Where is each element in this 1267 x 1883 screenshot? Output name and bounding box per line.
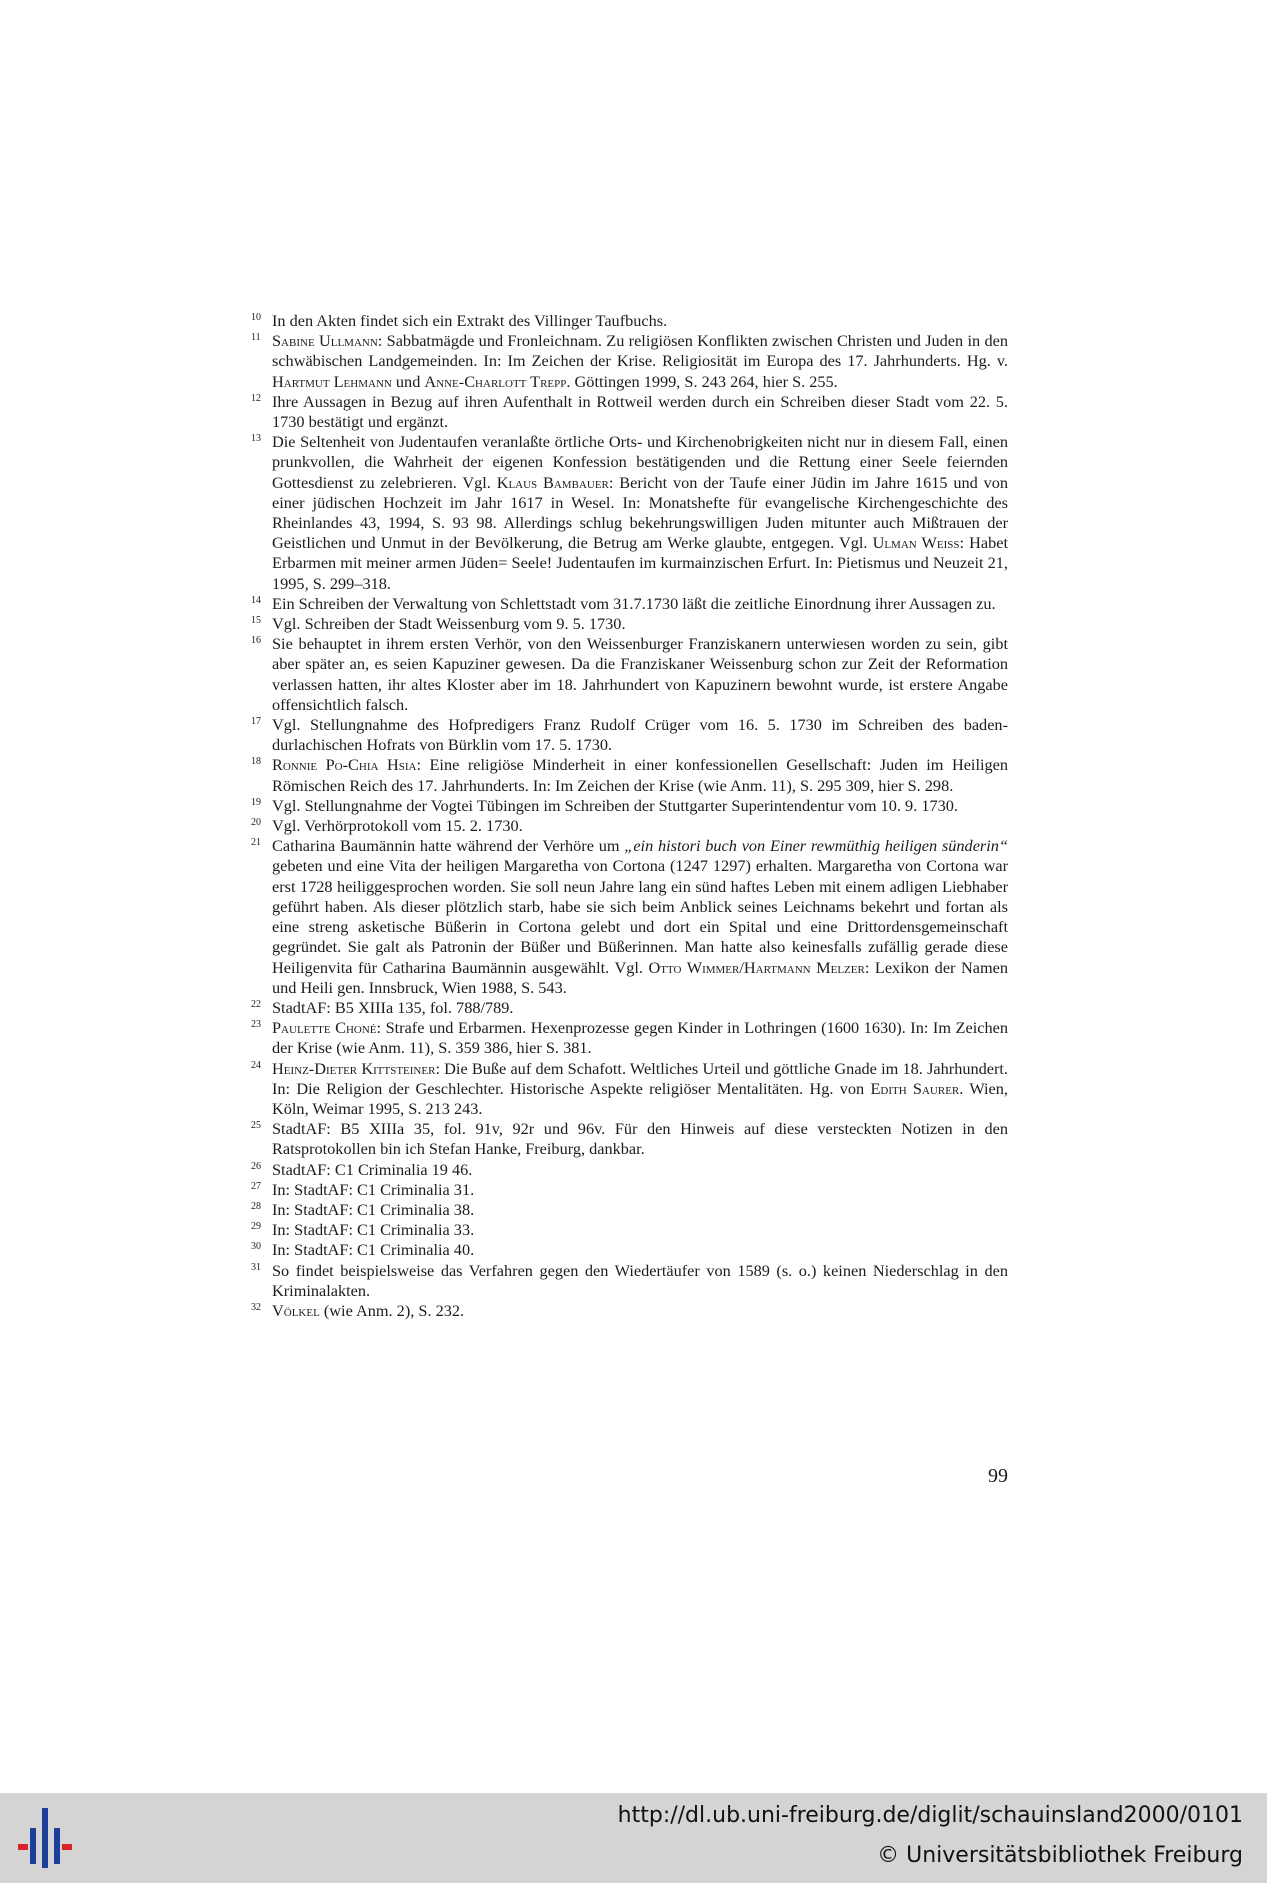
footnote-19	[251, 796, 1008, 816]
footnote-text	[272, 1180, 1008, 1200]
footnote-number: 15	[251, 615, 261, 627]
footnote-number: 24	[251, 1059, 261, 1071]
footnote-number: 23	[251, 1019, 261, 1031]
author-name: Hartmut Lehmann	[272, 371, 392, 391]
text-run: : Bericht von der Taufe einer Jüdin im Jahre 1615 und von einer jüdischen Hochzeit im Jahr 1617 in Wesel. In: Monatshefte für evangelische Kirchengeschichte des Rheinlandes 43, 1994, S. 93 98. Allerdings schlug bekehrungswilligen Juden mitunter auch Mißtrauen der Geistlichen und Unmut in der Bevölkerung, die Betrug am Werke glaubte, entgegen. Vgl.	[272, 472, 1008, 553]
footnote-number: 26	[251, 1160, 261, 1172]
author-name: Heinz-Dieter Kittsteiner	[272, 1058, 436, 1078]
footnote-text	[272, 836, 1008, 998]
footnote-32	[251, 1301, 1008, 1321]
footnote-number: 18	[251, 756, 261, 768]
footnote-text	[272, 715, 1008, 755]
ub-freiburg-logo-icon[interactable]	[16, 1806, 80, 1870]
footnote-number: 30	[251, 1241, 261, 1253]
text-run: In: StadtAF: C1 Criminalia 31.	[272, 1179, 475, 1199]
author-name: Otto Wimmer/Hartmann Melzer	[648, 957, 865, 977]
footnote-text	[272, 1301, 1008, 1321]
text-run: StadtAF: C1 Criminalia 19 46.	[272, 1159, 473, 1179]
text-run: : Sabbatmägde und Fronleichnam. Zu religiösen Konflikten zwischen Christen und Juden in den schwäbischen Landgemeinden. In: Im Zeichen der Krise. Religiosität im Europa des 17. Jahrhunderts. Hg. v.	[272, 331, 1008, 371]
text-run: . Göttingen 1999, S. 243 264, hier S. 255.	[566, 371, 838, 391]
author-name: Völkel	[272, 1300, 320, 1320]
text-run: : Strafe und Erbarmen. Hexenprozesse gegen Kinder in Lothringen (1600 1630). In: Im Zeichen der Krise (wie Anm. 11), S. 359 386, hier S. 381.	[272, 1018, 1008, 1058]
text-run: : Habet Erbarmen mit meiner armen Jüden= Seele! Judentaufen im kurmainzischen Erfurt. In: Pietismus und Neuzeit 21, 1995, S. 299–318.	[272, 533, 1008, 593]
document-url-link[interactable]: http://dl.ub.uni-freiburg.de/diglit/schauinsland2000/0101	[617, 1803, 1243, 1828]
footnote-text	[272, 432, 1008, 594]
text-run: In: StadtAF: C1 Criminalia 33.	[272, 1220, 475, 1240]
footnote-29	[251, 1220, 1008, 1240]
author-name: Ronnie Po-Chia Hsia	[272, 755, 417, 775]
footnote-number: 25	[251, 1120, 261, 1132]
text-run: In: StadtAF: C1 Criminalia 40.	[272, 1240, 475, 1260]
footnote-27	[251, 1180, 1008, 1200]
footnote-13	[251, 432, 1008, 594]
text-run: Ihre Aussagen in Bezug auf ihren Aufenthalt in Rottweil werden durch ein Schreiben dieser Stadt vom 22. 5. 1730 bestätigt und ergänzt.	[272, 391, 1008, 432]
text-run: Sie behauptet in ihrem ersten Verhör, von den Weissenburger Franziskanern unterwiesen worden zu sein, gibt aber später an, es seien Kapuziner gewesen. Da die Franziskaner Weissenburg schon zur Zeit der Reformation verlassen hatten, ihr altes Kloster aber im 18. Jahrhundert von Kapuzinern bewohnt wurde, ist erstere Angabe offensichtlich falsch.	[272, 634, 1008, 714]
footnote-number: 10	[251, 312, 261, 323]
footnote-20	[251, 816, 1008, 836]
footnote-number: 27	[251, 1180, 261, 1192]
text-run: In: StadtAF: C1 Criminalia 38.	[272, 1199, 475, 1219]
footnote-text	[272, 614, 1008, 634]
footnote-number: 22	[251, 998, 261, 1010]
author-name: Anne-Charlott Trepp	[424, 371, 567, 391]
footnote-number: 32	[251, 1301, 261, 1313]
author-name: Klaus Bambauer	[496, 472, 609, 492]
footnote-text	[272, 392, 1008, 432]
text-run: Vgl. Stellungnahme der Vogtei Tübingen im Schreiben der Stuttgarter Superintendentur vom 10. 9. 1730.	[272, 795, 958, 815]
footnote-number: 20	[251, 817, 261, 829]
footnote-number: 29	[251, 1221, 261, 1233]
footnote-number: 11	[251, 332, 261, 344]
footnote-number: 12	[251, 392, 261, 404]
footnote-number: 21	[251, 837, 261, 849]
text-run: Vgl. Stellungnahme des Hofpredigers Franz Rudolf Crüger vom 16. 5. 1730 im Schreiben des baden-durlachischen Hofrats von Bürklin vom 17. 5. 1730.	[272, 715, 1008, 755]
text-run: : Die Buße auf dem Schafott. Weltliches Urteil und göttliche Gnade im 18. Jahrhundert. In: Die Religion der Geschlechter. Historische Aspekte religiöser Mentalitäten. Hg. von	[272, 1058, 1008, 1098]
footnote-number: 14	[251, 594, 261, 606]
text-run: und	[391, 371, 425, 391]
footnote-text	[272, 1200, 1008, 1220]
page-number: 99	[988, 1465, 1008, 1487]
text-run: StadtAF: B5 XIIIa 135, fol. 788/789.	[272, 997, 514, 1017]
footnote-28	[251, 1200, 1008, 1220]
author-name: Paulette Choné	[272, 1018, 377, 1038]
footnote-text	[272, 755, 1008, 795]
author-name: Sabine Ullmann	[272, 331, 378, 351]
footnote-text	[272, 1220, 1008, 1240]
copyright-notice: © Universitätsbibliothek Freiburg	[877, 1843, 1243, 1868]
footer-bar	[0, 1793, 1267, 1883]
footnote-number: 28	[251, 1200, 261, 1212]
author-name: Ulman Weiss	[872, 533, 960, 553]
footnote-text	[272, 998, 1008, 1018]
text-run: . Wien, Köln, Weimar 1995, S. 213 243.	[272, 1078, 1008, 1118]
footnote-text	[272, 816, 1008, 836]
footnote-text	[272, 1018, 1008, 1058]
footnote-31	[251, 1261, 1008, 1301]
text-run: Catharina Baumännin hatte während der Verhöre um	[272, 836, 625, 856]
footnote-23	[251, 1018, 1008, 1058]
footnote-text	[272, 634, 1008, 715]
footnote-number: 13	[251, 433, 261, 445]
footnote-text	[272, 1261, 1008, 1301]
footnote-24	[251, 1059, 1008, 1120]
footnote-11	[251, 331, 1008, 392]
text-run: : Eine religiöse Minderheit in einer konfessionellen Gesellschaft: Juden im Heiligen Römischen Reich des 17. Jahrhunderts. In: Im Zeichen der Krise (wie Anm. 11), S. 295 309, hier S. 298.	[272, 755, 1009, 795]
footnote-15	[251, 614, 1008, 634]
footnote-22	[251, 998, 1008, 1018]
footnote-text	[272, 1160, 1008, 1180]
text-run: (wie Anm. 2), S. 232.	[319, 1300, 465, 1320]
footnote-21	[251, 836, 1008, 998]
footnote-number: 19	[251, 796, 261, 808]
text-run: Vgl. Schreiben der Stadt Weissenburg vom 9. 5. 1730.	[272, 614, 626, 634]
text-run: Die Seltenheit von Judentaufen veranlaßte örtliche Orts- und Kirchenobrigkeiten nicht nur in diesem Fall, einen prunkvollen, die Wahrheit der eigenen Konfession bestätigenden und die Rettung einer Seele feiernden Gottesdienst zu zelebrieren. Vgl.	[272, 432, 1008, 492]
text-run: In den Akten findet sich ein Extrakt des Villinger Taufbuchs.	[272, 311, 668, 330]
footnote-10	[251, 311, 1008, 331]
footnote-25	[251, 1119, 1008, 1159]
footnote-text	[272, 594, 1008, 614]
author-name: Edith Saurer	[870, 1078, 960, 1098]
footnote-26	[251, 1160, 1008, 1180]
footnote-number: 16	[251, 635, 261, 647]
footnote-17	[251, 715, 1008, 755]
footnote-text	[272, 311, 1008, 331]
footnote-number: 31	[251, 1261, 261, 1273]
footnote-text	[272, 1119, 1008, 1159]
footnote-14	[251, 594, 1008, 614]
text-run: Ein Schreiben der Verwaltung von Schlettstadt vom 31.7.1730 läßt die zeitliche Einordnung ihrer Aussagen zu.	[272, 593, 996, 613]
text-run: So findet beispielsweise das Verfahren gegen den Wiedertäufer von 1589 (s. o.) keinen Niederschlag in den Kriminalakten.	[272, 1260, 1008, 1300]
text-run: Vgl. Verhörprotokoll vom 15. 2. 1730.	[272, 816, 523, 836]
text-run: : Lexikon der Namen und Heili gen. Innsbruck, Wien 1988, S. 543.	[272, 957, 1009, 997]
footnote-18	[251, 755, 1008, 795]
footnote-text	[272, 1059, 1008, 1120]
text-run: StadtAF: B5 XIIIa 35, fol. 91v, 92r und 96v. Für den Hinweis auf diese versteckten Notizen in den Ratsprotokollen bin ich Stefan Hanke, Freiburg, dankbar.	[272, 1119, 1008, 1159]
footnote-16	[251, 634, 1008, 715]
footnotes-list	[251, 311, 1008, 1321]
footnote-text	[272, 331, 1008, 392]
footnote-text	[272, 1240, 1008, 1260]
footnote-30	[251, 1240, 1008, 1260]
footnote-12	[251, 392, 1008, 432]
quoted-title: „ein histori buch von Einer rewmüthig heiligen sünderin“	[624, 836, 1008, 856]
footnote-text	[272, 796, 1008, 816]
footnote-number: 17	[251, 716, 261, 728]
text-run: gebeten und eine Vita der heiligen Margaretha von Cortona (1247 1297) erhalten. Margaretha von Cortona war erst 1728 heiliggesprochen worden. Sie soll neun Jahre lang ein sünd haftes Leben mit einem adligen Liebhaber geführt haben. Als dieser plötzlich starb, habe sie sich beim Anblick seines Leichnams bekehrt und fortan als eine streng asketische Büßerin in Cortona gelebt und dort ein Spital und eine Drittordensgemeinschaft gegründet. Sie galt als Patronin der Büßer und Büßerinnen. Man hatte also keinesfalls zufällig gerade diese Heiligenvita für Catharina Baumännin ausgewählt. Vgl.	[272, 856, 1008, 977]
